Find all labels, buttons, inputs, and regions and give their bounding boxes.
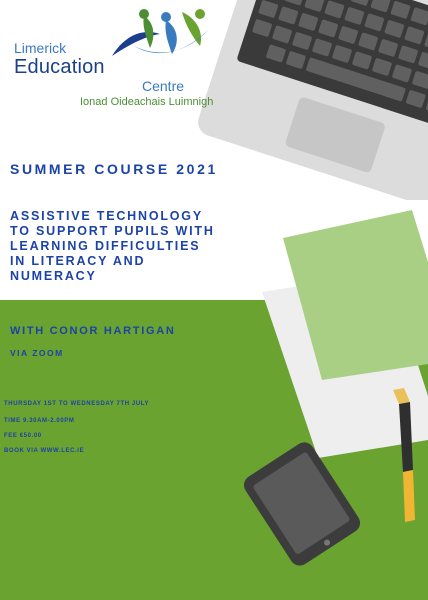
course-title-line: NUMERACY bbox=[10, 269, 97, 283]
course-fee: FEE €50.00 bbox=[4, 433, 42, 439]
lec-logo bbox=[14, 10, 214, 114]
booking-info: BOOK VIA WWW.LEC.IE bbox=[4, 448, 85, 454]
logo-text-line1: Limerick bbox=[14, 40, 67, 56]
course-time: TIME 9.30AM-2.00PM bbox=[4, 418, 75, 424]
presenter-name: WITH CONOR HARTIGAN bbox=[10, 325, 176, 337]
logo-text-line4: Ionad Oideachais Luimnigh bbox=[80, 96, 214, 108]
page-title: SUMMER COURSE 2021 bbox=[10, 161, 218, 177]
course-title-line: ASSISTIVE TECHNOLOGY bbox=[10, 209, 203, 223]
course-title-line: LEARNING DIFFICULTIES bbox=[10, 239, 201, 253]
course-dates: THURSDAY 1ST TO WEDNESDAY 7TH JULY bbox=[4, 401, 150, 407]
logo-figures-icon bbox=[104, 6, 214, 66]
course-title-line: TO SUPPORT PUPILS WITH bbox=[10, 224, 215, 238]
logo-text-line3: Centre bbox=[142, 78, 185, 94]
venue-label: VIA ZOOM bbox=[10, 348, 64, 358]
course-title bbox=[10, 209, 215, 284]
logo-text-line2: Education bbox=[14, 56, 105, 78]
course-title-line: IN LITERACY AND bbox=[10, 254, 146, 268]
smartphone-illustration bbox=[240, 439, 364, 570]
